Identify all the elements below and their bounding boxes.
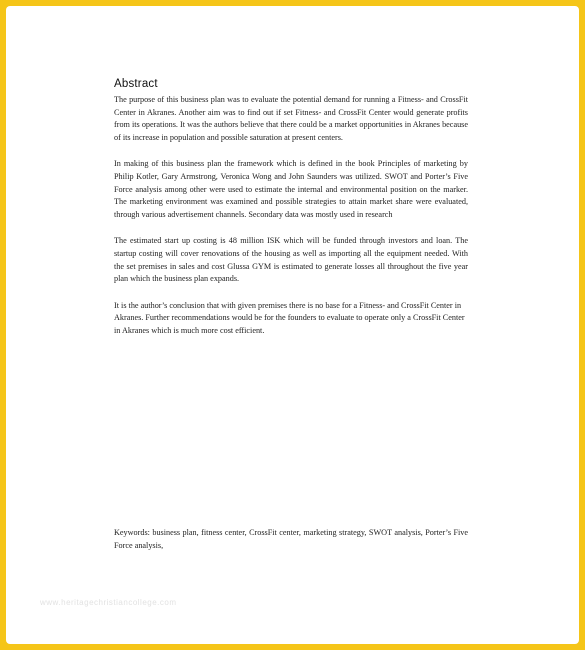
document-page	[6, 6, 579, 644]
abstract-heading: Abstract	[114, 78, 158, 90]
abstract-section	[114, 78, 468, 352]
keywords-line: Keywords: business plan, fitness center, CrossFit center, marketing strategy, SWOT analysis, Porter’s Five Force analysis,	[114, 528, 468, 550]
abstract-paragraph-4: It is the author’s conclusion that with given premises there is no base for a Fitness- and CrossFit Center in Akranes. Further recommendations would be for the founders to evaluate to operate only a CrossFit Center in Akranes which is much more cost efficient.	[114, 300, 465, 335]
abstract-paragraph-1: The purpose of this business plan was to evaluate the potential demand for running a Fitness- and CrossFit Center in Akranes. Another aim was to find out if set Fitness- and CrossFit Center would generate profits from its operations. It was the authors believe that there could be a market opportunities in Akranes because of its increase in population and possible saturation at present centers.	[114, 95, 468, 142]
watermark-text: www.heritagechristiancollege.com	[40, 598, 177, 607]
abstract-paragraph-2: In making of this business plan the framework which is defined in the book Principles of marketing by Philip Kotler, Gary Armstrong, Veronica Wong and John Saunders was utilized. SWOT and Porter’s Five Force analysis among other were used to estimate the internal and environmental position on the marker. The marketing environment was examined and possible strategies to attain market share were evaluated, through various advertisement channels. Secondary data was mostly used in research	[114, 159, 468, 219]
abstract-paragraph-3: The estimated start up costing is 48 million ISK which will be funded through investors and loan. The startup costing will cover renovations of the housing as well as importing all the equipment needed. With the set premises in sales and cost Glussa GYM is estimated to generate losses all throughout the five year plan which the business plan expands.	[114, 236, 468, 284]
